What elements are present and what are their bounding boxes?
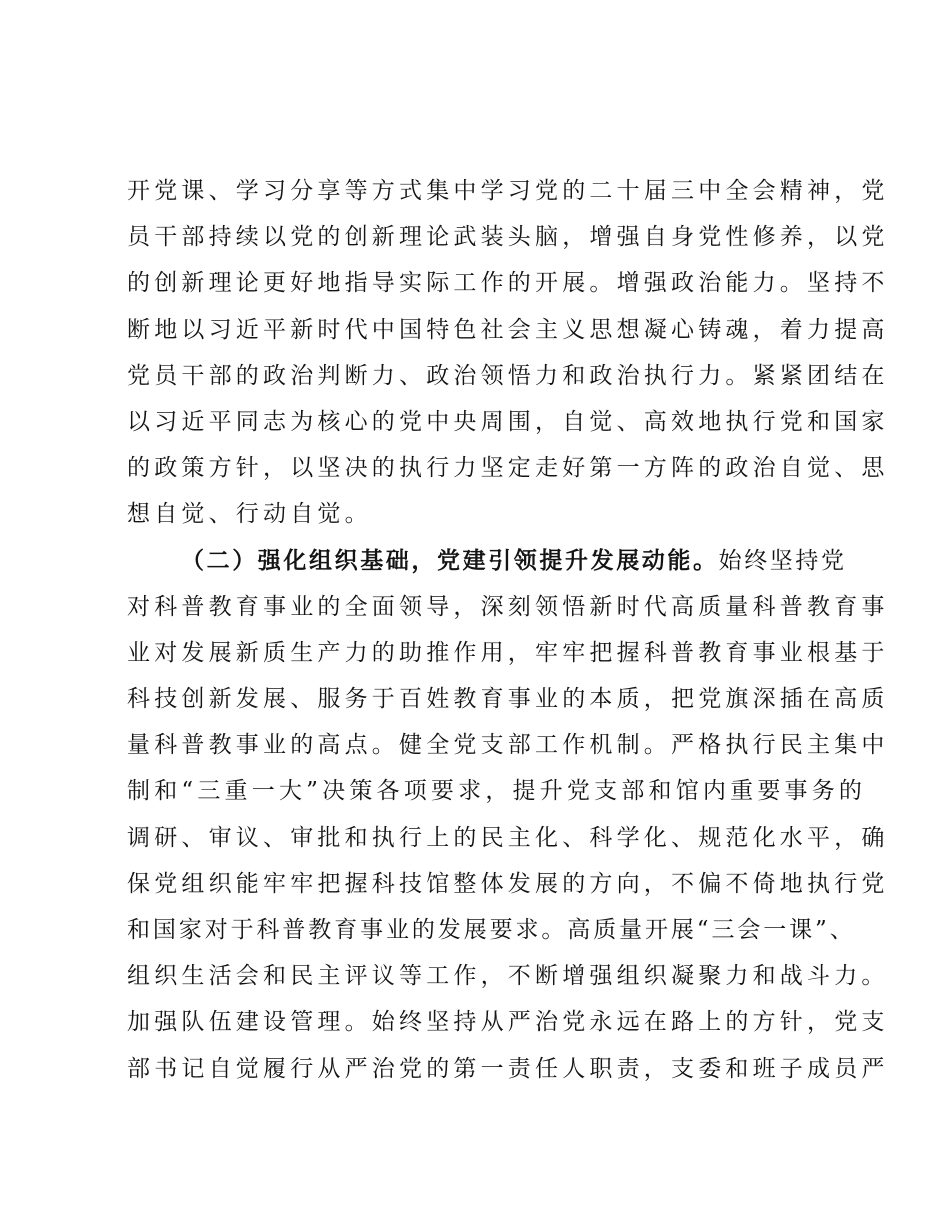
text-line: 想自觉、行动自觉。 [127, 501, 372, 528]
text-line: 制和“三重一大”决策各项要求，提升党支部和馆内重要事务的 [127, 778, 867, 805]
text-line: 保党组织能牢牢把握科技馆整体发展的方向，不偏不倚地执行党 [127, 870, 889, 897]
text-line: 组织生活会和民主评议等工作，不断增强组织凝聚力和战斗力。 [127, 963, 889, 990]
text-line: 的政策方针，以坚决的执行力坚定走好第一方阵的政治自觉、思 [127, 455, 889, 482]
section-heading-line [127, 538, 847, 584]
text-line: 加强队伍建设管理。始终坚持从严治党永远在路上的方针，党支 [127, 1009, 889, 1036]
text-line: 部书记自觉履行从严治党的第一责任人职责，支委和班子成员严 [127, 1055, 889, 1082]
text-line: 员干部持续以党的创新理论武装头脑，增强自身党性修养，以党 [127, 224, 889, 251]
text-line: 业对发展新质生产力的助推作用，牢牢把握科普教育事业根基于 [127, 639, 889, 666]
text-line: 和国家对于科普教育事业的发展要求。高质量开展“三会一课”、 [127, 917, 856, 943]
text-line: 断地以习近平新时代中国特色社会主义思想凝心铸魂，着力提高 [127, 316, 889, 343]
text-line: 以习近平同志为核心的党中央周围，自觉、高效地执行党和国家 [127, 408, 889, 435]
section-heading: （二）强化组织基础，党建引领提升发展动能。 [181, 546, 719, 574]
text-line: 的创新理论更好地指导实际工作的开展。增强政治能力。坚持不 [127, 270, 889, 297]
body-text [127, 168, 889, 1092]
text-line: 科技创新发展、服务于百姓教育事业的本质，把党旗深插在高质 [127, 686, 889, 713]
text-line: 开党课、学习分享等方式集中学习党的二十届三中全会精神，党 [127, 178, 889, 204]
text-line: 党员干部的政治判断力、政治领悟力和政治执行力。紧紧团结在 [127, 362, 889, 389]
text-line: 对科普教育事业的全面领导，深刻领悟新时代高质量科普教育事 [127, 593, 889, 620]
text-line: 量科普教事业的高点。健全党支部工作机制。严格执行民主集中 [127, 732, 889, 759]
section-heading-rest: 始终坚持党 [718, 547, 847, 574]
text-line: 调研、审议、审批和执行上的民主化、科学化、规范化水平，确 [127, 824, 889, 851]
